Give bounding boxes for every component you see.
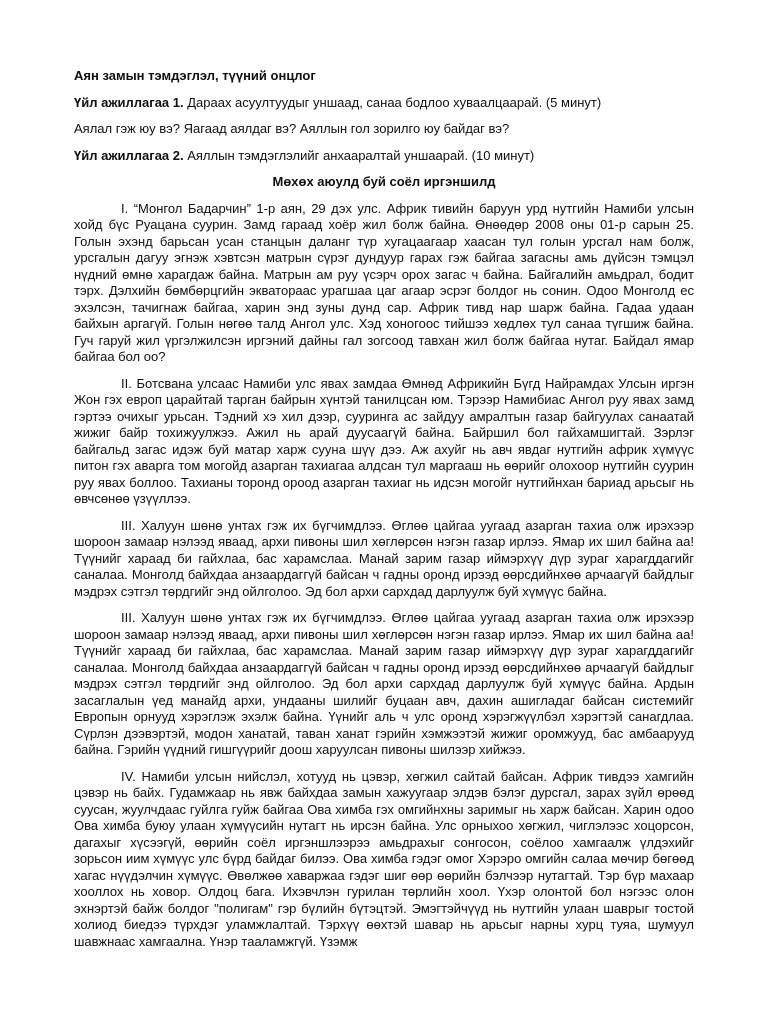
task-1 <box>74 95 694 112</box>
article-paragraph-1: I. “Монгол Бадарчин” 1-р аян, 29 дэх улс. Африк тивийн баруун урд нутгийн Намиби улсын хойд бүс Руацана суурин. Замд гараад хоёр жил болж байна. Өнөөдөр 2008 оны 01-р сарын 25. Голын эхэнд барьсан усан станцын даланг түр хугацаагаар хаасан тул голын урсгал нам болж, урсгалын дагуу эгнэж хэвтсэн матрын сүрэг дундуур гарах гэж байгаа загасны амь дүйсэн тэмцэл нүдний өмнө харагдаж байна. Матрын ам руу үсэрч орох загас ч байна. Байгалийн амьдрал, бодит тэрх. Дэлхийн бөмбөрцгийн экваторааc урагшаа цаг агаар эсрэг болдог нь сонин. Одоо Монголд ес эхэлсэн, тачигнаж байгаа, харин энд зуны дунд сар. Африк тивд нар шарж байна. Гадаа удаан байхын аргагүй. Голын нөгөө талд Ангол улс. Хэд хоногоос тийшээ хөдлөх тул санаа түгшиж байна. Гуч гаруй жил үргэлжилсэн иргэний дайны гал зогсоод тавхан жил болж байгаа нутаг. Байдал ямар байгаа бол оо? <box>74 200 694 364</box>
task-2-label: Үйл ажиллагаа 2. <box>74 147 184 163</box>
article-paragraph-2: II. Ботсвана улсаас Намиби улс явах замдаа Өмнөд Африкийн Бүгд Найрамдах Улсын иргэн Жон гэх европ царайтай тарган байрын хүнтэй танилцсан юм. Тэрээр Намибиас Ангол руу явах замд гэртээ очихыг урьсан. Тэдний хэ хил дээр, сууринга ас зайдуу амралтын газар байгуулах санаатай жижиг байр тохижуулжээ. Ажил нь арай дуусаагүй байна. Байршил бол гайхамшигтай. Зэрлэг байгальд загас идэж буй матар харж сууна шүү дээ. Аж ахуйг нь авч явдаг нутгийн африк хүмүүс питон гэх аварга том могойд азарган тахиагаа алдсан тул маргааш нь өөрийг олохоор нутгийн суурин руу явах боллоо. Тахианы торонд ороод азарган тахиаг нь идсэн могойг нутгийнхан бариад арьсыг нь өвчсөнөө үзүүллээ. <box>74 375 694 506</box>
document-page <box>74 68 694 960</box>
article-paragraph-4: III. Халуун шөнө унтах гэж их бүгчимдлээ. Өглөө цайгаа уугаад азарган тахиа олж ирэхээр шороон замаар нэлээд яваад, архи пивоны шил хөглөрсөн нэгэн газар ирлээ. Ямар их шил байна аа! Түүнийг хараад би гайхлаа, бас харамслаа. Манай зарим газар иймэрхүү дүр зураг харагддагийг саналаа. Монголд байхдаа анзаардаггүй байсан ч гадны оронд ирээд өөрсдийнхөө арчаагүй байдлыг мэдрэх сэтгэл төрдгийг энд ойлголоо. Эд бол архи сархдад дарлуулж буй хүмүүс байна. Ардын засаглалын үед манайд архи, ундааны шилийг буцаан авч, дахин ашигладаг байсан системийг Европын орнууд хэрэглэж эхэлж байна. Үүнийг аль ч улс оронд хэрэгжүүлбэл хэрэгтэй санагдлаа. Сүрлэн дээвэртэй, модон ханатай, таван ханат гэрийн хэмжээтэй жижиг оромжууд, бас амбаарууд байна. Гэрийн үүдний гишгүүрийг доош харуулсан пивоны шилээр хийжээ. <box>74 610 694 757</box>
task-1-label: Үйл ажиллагаа 1. <box>74 94 184 110</box>
task-2 <box>74 148 694 165</box>
task-1-text: Дараах асуултуудыг уншаад, санаа бодлоо хуваалцаарай. (5 минут) <box>183 94 602 110</box>
article-paragraph-3: III. Халуун шөнө унтах гэж их бүгчимдлээ. Өглөө цайгаа уугаад азарган тахиа олж ирэхээр шороон замаар нэлээд яваад, архи пивоны шил хөглөрсөн нэгэн газар ирлээ. Ямар их шил байна аа! Түүнийг хараад би гайхлаа, бас харамслаа. Манай зарим газар иймэрхүү дүр зураг харагддагийг саналаа. Монголд байхдаа анзаардаггүй байсан ч гадны оронд ирээд өөрсдийнхөө арчаагүй байдлыг мэдрэх сэтгэл төрдгийг энд ойлголоо. Эд бол архи сархдад дарлуулж буй хүмүүс байна. <box>74 517 694 599</box>
page-heading-text: Аян замын тэмдэглэл, түүний онцлог <box>74 68 316 83</box>
discussion-questions: Аялал гэж юу вэ? Яагаад аялдаг вэ? Аяллын гол зорилго юу байдаг вэ? <box>74 121 510 136</box>
page-heading <box>74 68 694 85</box>
article-title: Мөхөх аюулд буй соёл иргэншилд <box>272 174 496 189</box>
task-2-text: Аяллын тэмдэглэлийг анхааралтай уншаарай. (10 минут) <box>183 147 535 163</box>
article-paragraph-5: IV. Намиби улсын нийслэл, хотууд нь цэвэр, хөгжил сайтай байсан. Африк тивдээ хамгийн цэвэр нь байх. Гудамжаар нь явж байхдаа замын хажуугаар элдэв бэлэг дурсгал, зарах зүйл өрөөд суусан, жуулчдаас гуйлга гуйж байгаа Ова химба гэх омгийнхны заримыг нь харж байсан. Харин одоо Ова химба буюу улаан хүмүүсийн нутагт нь ирсэн байна. Улс орныхоо хөгжил, чиглэлээс хоцорсон, дагахыг хүсээгүй, өөрийн соёл иргэншлээрээ амьдрахыг сонгосон, соёлоо хамгаалж үлдэхийг зорьсон иим хүмүүс улс бүрд байдаг билээ. Ова химба гэдэг омог Хэрэро омгийн салаа мөчир бөгөөд хагас нүүдэлчин хүмүүс. Өвөлжөө хаваржаа гэдэг шиг өөр өөрийн бэлчээр нутагтай. Тэр бүр махаар хооллох нь ховор. Олдоц бага. Ихэвчлэн гурилан төрлийн хоол. Үхэр олонтой бол нэгээс олон эхнэртэй байж болдог "полигам" гэр бүлийн бүтэцтэй. Эмэгтэйчүүд нь нутгийн улаан шаврыг тостой холиод биедээ түрхдэг уламжлалтай. Тэрхүү өөхтэй шавар нь арьсыг нарны хурц туяа, шумуул шавжнаас хамгаална. Үнэр тааламжгүй. Үзэмж <box>74 768 694 949</box>
